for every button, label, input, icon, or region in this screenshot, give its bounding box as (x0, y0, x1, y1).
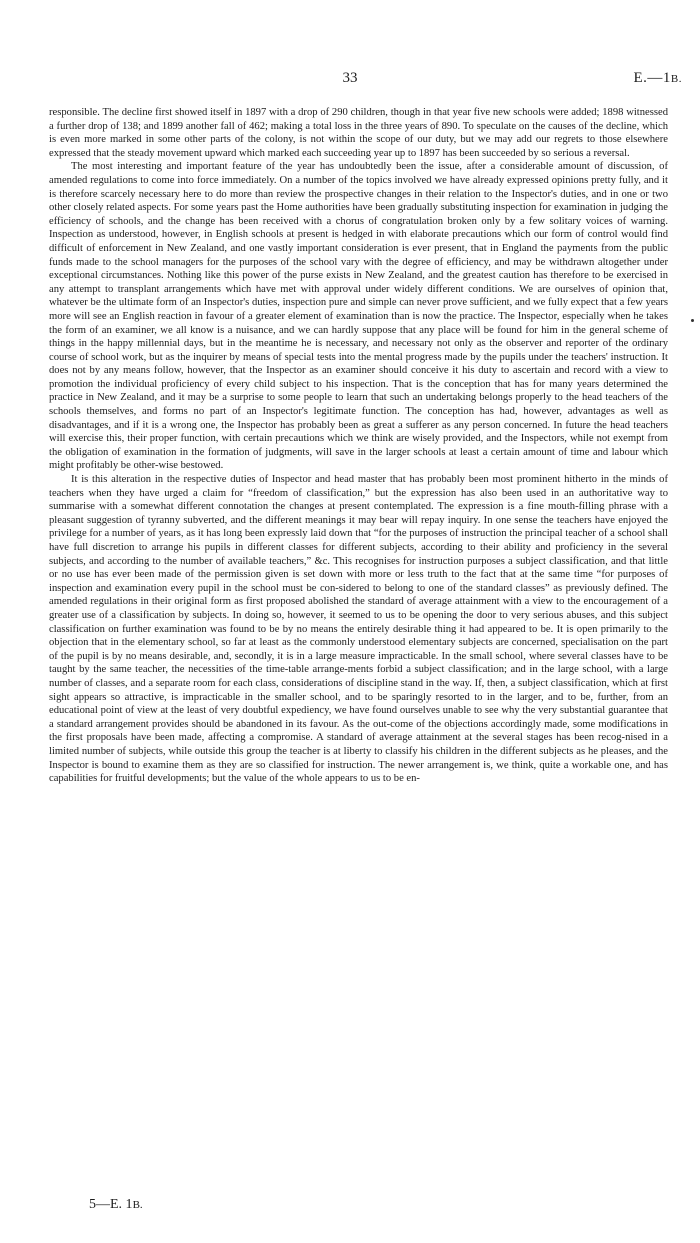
printer-signature (89, 1197, 143, 1213)
page-number: 33 (342, 70, 358, 86)
signature-suffix: B. (132, 1199, 143, 1211)
paragraph-decline: responsible. The decline first showed itself in 1897 with a drop of 290 children, though in that year five new schools were added; 1898 witnessed a further drop of 138; and 1899 another fall of 462; making a total loss in the three years of 890. To speculate on the causes of the decline, which is even more marked in some other parts of the colony, is not within the scope of our duty, but we may add our regrets to those elsewhere expressed that the steady movement upward which marked each succeeding year up to 1897 has been succeeded by so serious a reversal. (49, 107, 668, 159)
paragraph-regulations: The most interesting and important feature of the year has undoubtedly been the issue, after a considerable amount of discussion, of amended regulations to come into force immediately. On a number of the topics involved we have already expressed opinions pretty fully, and it is therefore scarcely necessary here to do more than review the prospective changes in their relation to the Inspector's duties, and in one or two other closely related aspects. For some years past the Home authorities have been gradually substituting inspection for examination in judging the efficiency of schools, and the change has been received with a chorus of congratulation broken only by a few solitary voices of warning. Inspection as understood, however, in English schools at present is hedged in with elaborate precautions which our form of control would find difficult of enforcement in New Zealand, and one vastly important consideration is ever present, that in England the payments from the public funds made to the school managers for the purposes of the school vary with the degree of efficiency, and may be withdrawn altogether under exceptional circumstances. Nothing like this power of the purse exists in New Zealand, and the greatest caution has therefore to be exercised in any attempt to transplant arrangements which have met with approval under widely different conditions. We are ourselves of opinion that, whatever be the ultimate form of an Inspector's duties, inspection pure and simple can never prove sufficient, and we fully expect that a few years more will see an English reaction in favour of a greater element of examination than is now the practice. The Inspector, especially when he takes the form of an examiner, we all know is a nuisance, and we can hardly suppose that any place will be found for him in the general scheme of things in the happy millennial days, but in the meantime he is necessary, and necessary not only as the observer and reporter of the ordinary course of school work, but as the inquirer by means of special tests into the mental progress made by the pupils under the teachers' instruction. It does not by any means follow, however, that the Inspector as an examiner should conceive it his duty to ascertain and record with a view to promotion the individual proficiency of every child subject to his inspection. That is the conception that has for many years determined the practice in New Zealand, and it may be a surprise to some people to learn that such an undertaking belongs properly to the head teachers of the schools themselves, and forms no part of an Inspector's legitimate function. The conception has had, however, advantages as well as disadvantages, and if it is a wrong one, the Inspector has probably been as great a sufferer as any person concerned. In future the head teachers will exercise this, their proper function, with certain precautions which we think are wisely provided, and the Inspectors, while not exempt from the obligation of examination in the formation of judgments, will save in the larger schools at least a certain amount of time and labour which might profitably be other-wise bestowed. (49, 161, 668, 472)
document-code-suffix: B. (670, 73, 682, 85)
signature-main: 5—E. 1 (89, 1197, 133, 1212)
report-body (49, 106, 668, 786)
document-code-main: E.—1 (633, 70, 671, 86)
document-code (633, 70, 682, 87)
paragraph-classification: It is this alteration in the respective duties of Inspector and head master that has probably been most prominent hitherto in the minds of teachers when they have urged a claim for “freedom of classification,” but the expression has also been used in an authoritative way to summarise with a somewhat different connotation the changes at present contemplated. The expression is a fine mouth-filling phrase with a pleasant suggestion of tyranny subverted, and the different meanings it may bear will repay inquiry. In one sense the teachers have enjoyed the privilege for a number of years, as it has long been expressly laid down that “for the purposes of instruction the principal teacher of a school shall have full discretion to arrange his pupils in different classes for different subjects, according to their ability and proficiency in the several subjects, and according to the number of available teachers,” &c. This recognises for instruction purposes a subject classification, and that little or no use has ever been made of the permission given is set down with more or less truth to the fact that at the same time “for purposes of inspection and examination every pupil in the school must be con-sidered to belong to one of the standard classes” as previously defined. The amended regulations in their original form as first proposed abolished the standard of average attainment with a view to the encouragement of a greater use of a classification by subjects. In doing so, however, it seemed to us to be opening the door to very serious abuses, and this subject classification on further examination was found to be by no means the entirely desirable thing it had appeared to be. It is open primarily to the objection that in the elementary school, so far at least as the commonly understood elementary subjects are concerned, specialisation on the part of the pupil is by no means desirable, and, secondly, it is in a large measure impracticable. In the small school, where several classes have to be taught by the same teacher, the necessities of the time-table arrange-ments forbid a subject classification; and in the large school, with a large number of classes, and a separate room for each class, considerations of discipline stand in the way. If, then, a subject classification, which at first sight appears so attractive, is impracticable in the smaller school, and to be sparingly resorted to in the larger, and to be, further, from an educational point of view at the least of very doubtful expediency, we have found ourselves unable to see why the very substantial guarantee that a standard arrangement provides should be abandoned in its favour. As the out-come of the objections accordingly made, some modifications in the first proposals have been made, affecting a compromise. A standard of average attainment at the several stages has been recog-nised in a limited number of subjects, while outside this group the teacher is at liberty to classify his children in the different subjects as he pleases, and the Inspector is bound to examine them as they are so classified for instruction. The newer arrangement is, we think, quite a workable one, and has capabilities for fruitful developments; but the value of the whole appears to us to be en- (49, 474, 668, 785)
margin-dot-mark (691, 319, 694, 322)
